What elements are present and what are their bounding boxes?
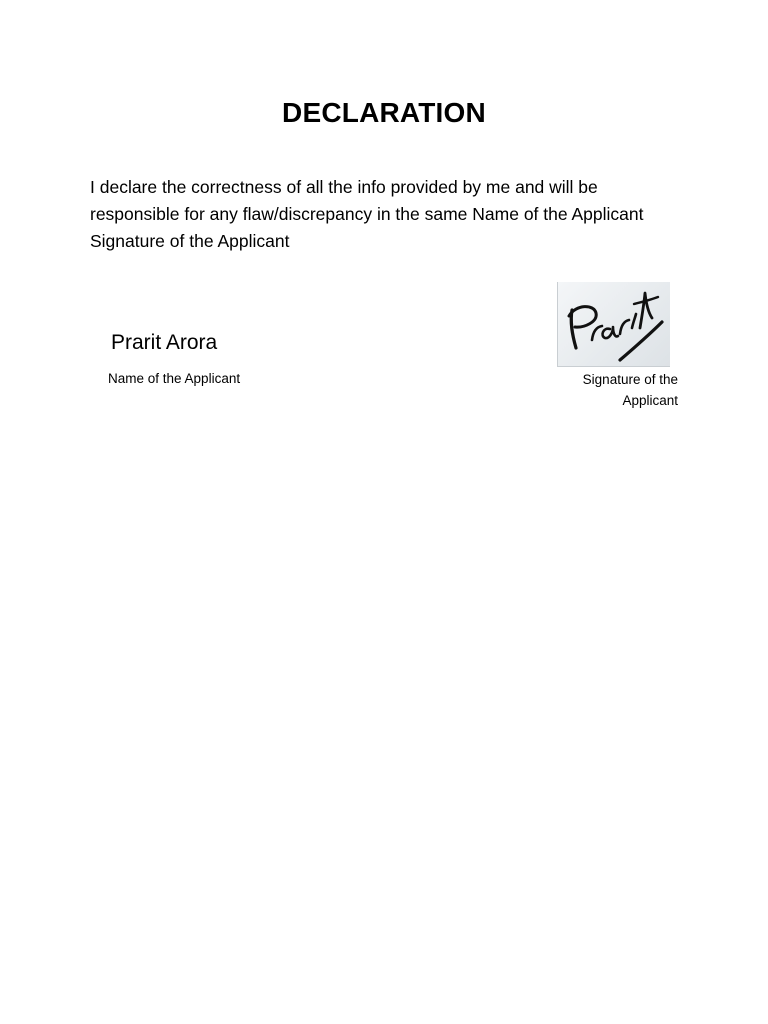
applicant-name-caption: Name of the Applicant [108, 371, 241, 386]
signature-caption: Signature of the Applicant [582, 372, 678, 408]
page-title: DECLARATION [282, 97, 486, 128]
declaration-statement: I declare the correctness of all the info provided by me and will be responsible for any flaw/discrepancy in the same Name of the Applicant Signature of the Applicant [90, 177, 644, 251]
applicant-name: Prarit Arora [111, 331, 218, 354]
handwritten-signature [558, 282, 670, 367]
signature-image [557, 282, 670, 367]
